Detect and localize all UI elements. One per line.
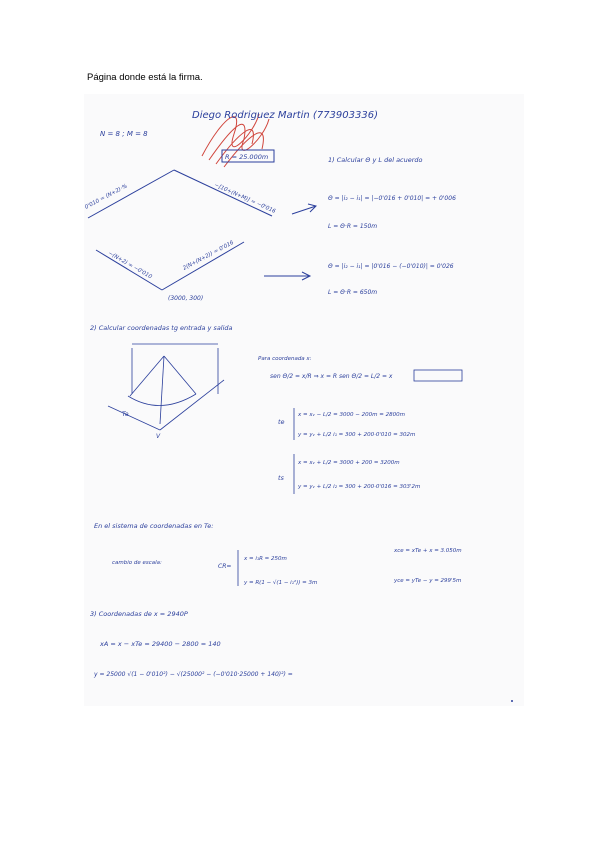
ts-x: x = xᵥ + L/2 = 3000 + 200 = 3200m bbox=[298, 460, 400, 466]
xce-value: xce = xTe + x = 3.050m bbox=[394, 548, 462, 554]
slope-left-2: −(N+2) = −0'010 bbox=[107, 250, 153, 281]
radius-label: R = 25.000m bbox=[225, 153, 269, 161]
slope-right-1: −[10+(N+M)] = −0'016 bbox=[213, 182, 277, 215]
q3-y: y = 25000 √(1 − 0'010²) − √(25000² − (−0'010·25000 + 140)²) = bbox=[94, 671, 293, 678]
sen-formula: sen Θ/2 = x/R ⇒ x = R sen Θ/2 = L/2 = x bbox=[270, 373, 393, 380]
page-caption: Página donde está la firma. bbox=[87, 72, 203, 83]
author-header: Diego Rodriguez Martin (773903336) bbox=[192, 110, 378, 121]
scanned-handwritten-page bbox=[84, 94, 524, 706]
vertex-label: (3000, 300) bbox=[168, 295, 204, 302]
te-point-label: Te bbox=[122, 411, 129, 418]
system-title: En el sistema de coordenadas en Te: bbox=[94, 522, 214, 530]
slope-right-2: 2(N+(N+2)) = 0'016 bbox=[182, 239, 235, 272]
q1-l-2: L = Θ·R = 650m bbox=[328, 289, 378, 296]
q2-title: 2) Calcular coordenadas tg entrada y salida bbox=[90, 324, 233, 332]
handwritten-sheet bbox=[84, 94, 524, 706]
cr-label: CR= bbox=[218, 563, 232, 570]
q1-theta-2: Θ = |i₂ − i₁| = |0'016 − (−0'010)| = 0'026 bbox=[328, 263, 454, 270]
q1-title: 1) Calcular Θ y L del acuerdo bbox=[328, 156, 423, 164]
highlight-box bbox=[414, 370, 462, 381]
ts-y: y = yᵥ + L/2 i₂ = 300 + 200·0'016 = 303'2m bbox=[298, 484, 421, 490]
ink-dot bbox=[511, 700, 513, 702]
params-text: N = 8 ; M = 8 bbox=[100, 130, 148, 138]
slope-left-1: 0'010 = (N+2)·% bbox=[84, 183, 129, 211]
te-y: y = yᵥ + L/2 i₁ = 300 + 200·0'010 = 302m bbox=[298, 432, 416, 438]
v-point-label: V bbox=[156, 433, 161, 440]
q1-l-1: L = Θ·R = 150m bbox=[328, 223, 378, 230]
te-label: te bbox=[278, 418, 285, 426]
yce-value: yce = yTe − y = 299'5m bbox=[394, 578, 462, 584]
te-x: x = xᵥ − L/2 = 3000 − 200m = 2800m bbox=[298, 412, 405, 418]
cr-y: y = R(1 − √(1 − i₁²)) = 3m bbox=[244, 580, 318, 586]
cr-x: x = i₁R = 250m bbox=[244, 556, 287, 562]
q3-xa: xA = x − xTe = 29400 − 2800 = 140 bbox=[100, 640, 221, 648]
profile-2-diagram bbox=[96, 204, 316, 290]
cambio-label: cambio de escala: bbox=[112, 560, 162, 566]
q1-theta-1: Θ = |i₂ − i₁| = |−0'016 + 0'010| = + 0'006 bbox=[328, 195, 456, 202]
coord-x-heading: Para coordenada x: bbox=[258, 356, 312, 362]
q3-title: 3) Coordenadas de x = 2940P bbox=[90, 610, 188, 618]
ts-label: ts bbox=[278, 474, 284, 482]
